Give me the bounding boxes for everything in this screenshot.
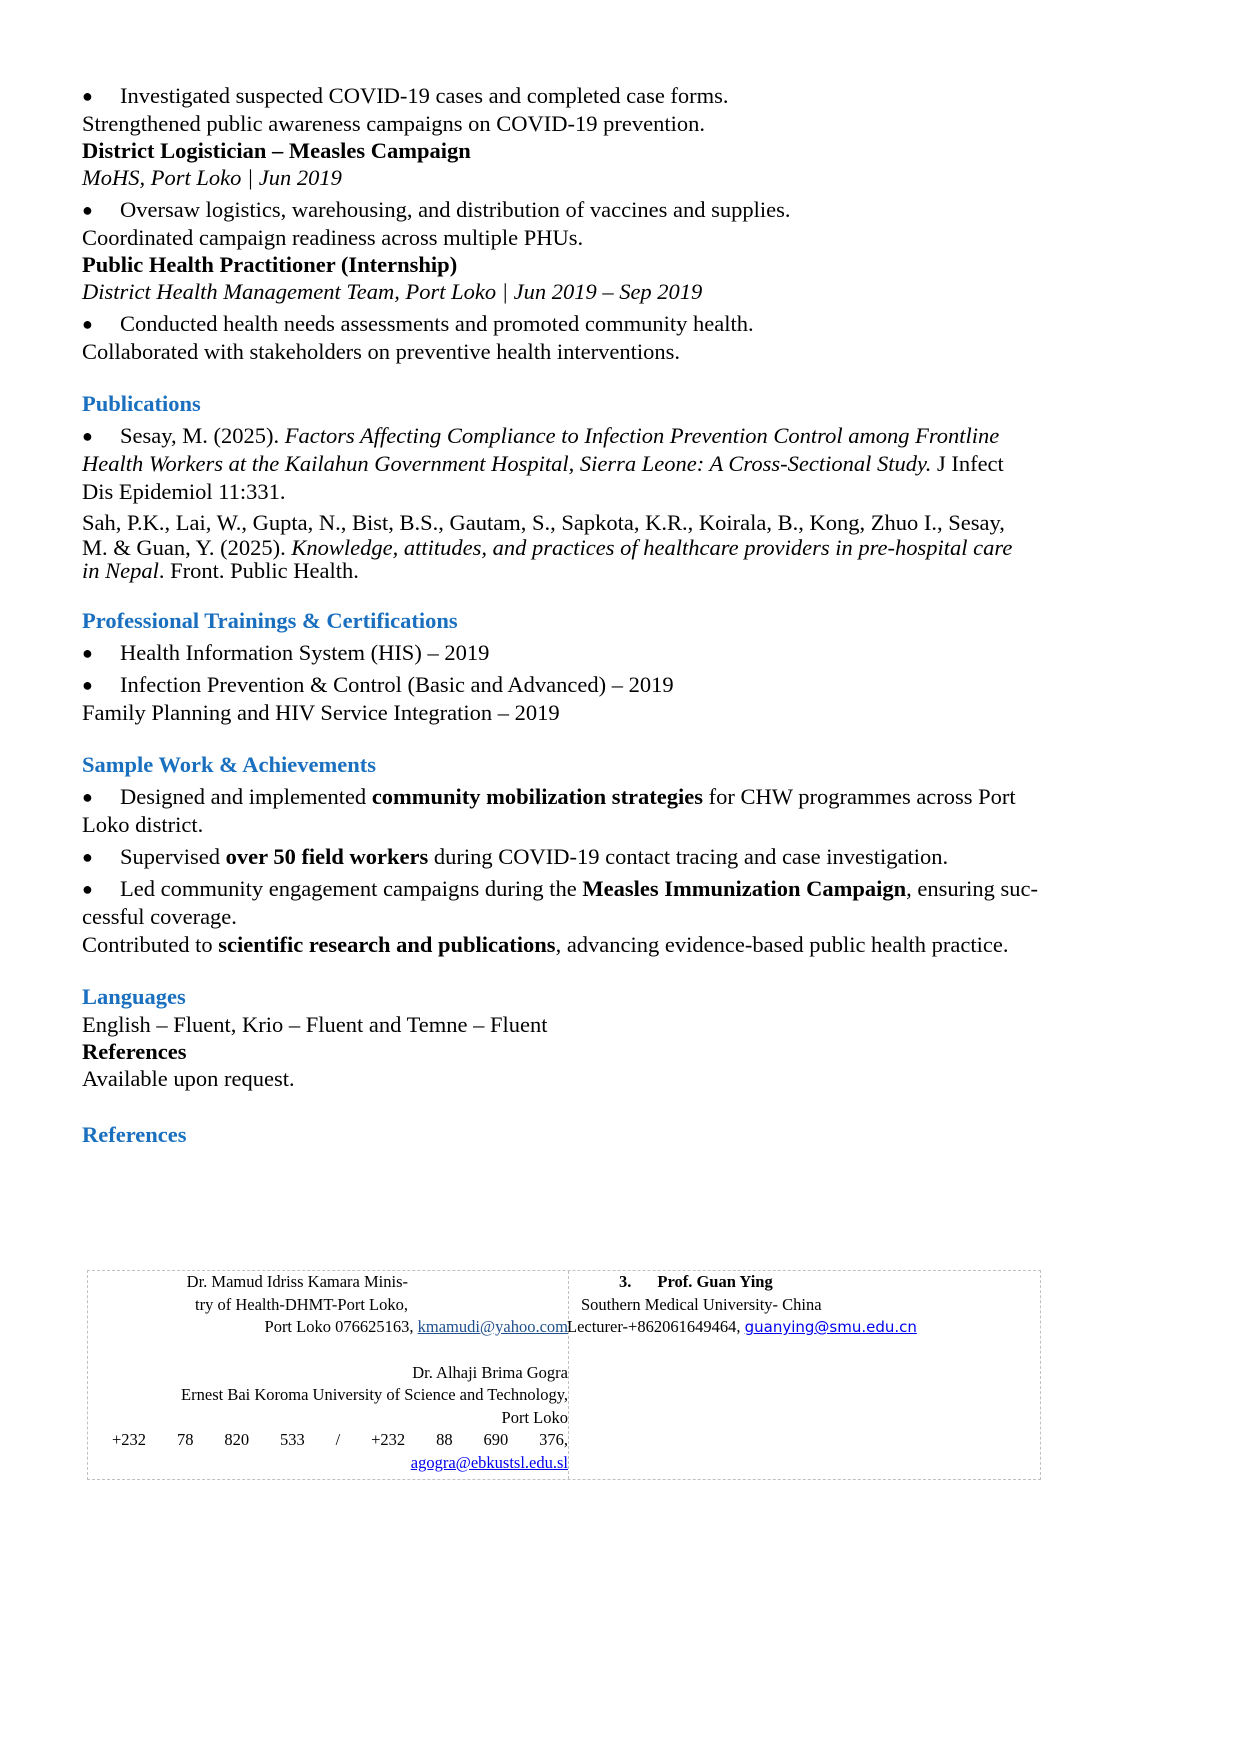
ref2-city: Port Loko [501, 1407, 568, 1427]
bullet-icon: ● [82, 675, 93, 695]
bullet-icon: ● [82, 200, 93, 220]
achievement-text: Supervised [120, 844, 226, 869]
bullet-text: Conducted health needs assessments and promoted community health. [120, 311, 754, 336]
achievement-bold: scientific research and publications [218, 932, 556, 957]
achievement-text: Contributed to [82, 932, 219, 957]
phone-part: 820 [224, 1430, 250, 1449]
achievement-bold: Measles Immunization Campaign [582, 876, 907, 901]
ref1-line: Dr. Mamud Idriss Kamara Minis- [186, 1272, 408, 1291]
ref2-name: Dr. Alhaji Brima Gogra [412, 1362, 568, 1382]
references-column-left [88, 1271, 569, 1479]
ref2-org: Ernest Bai Koroma University of Science and Technology, [181, 1385, 568, 1404]
ref3-name: Prof. Guan Ying [657, 1272, 773, 1291]
training-line: Family Planning and HIV Service Integration – 2019 [82, 700, 560, 725]
ref1-phone: Port Loko 076625163, [264, 1317, 418, 1336]
ref3-phone: Lecturer-+862061649464, [567, 1317, 745, 1336]
text-line: Coordinated campaign readiness across multiple PHUs. [82, 225, 584, 250]
training-item [82, 639, 1162, 667]
references-table [87, 1270, 1041, 1480]
achievement-text: during COVID-19 contact tracing and case investigation. [428, 844, 949, 869]
phone-part: 690 [483, 1430, 509, 1449]
pub-authors: M. & Guan, Y. (2025). [82, 535, 292, 560]
achievement-text: for CHW programmes across Port [703, 784, 1016, 809]
references-inline-text: Available upon request. [82, 1066, 295, 1091]
publication-item [82, 422, 1162, 450]
ref1-line: try of Health-DHMT-Port Loko, [195, 1294, 408, 1314]
bullet-icon: ● [82, 643, 93, 663]
job-org: District Health Management Team, Port Loko | Jun 2019 – Sep 2019 [82, 279, 703, 304]
bullet-item [82, 82, 1162, 110]
achievement-text: Designed and implemented [120, 784, 372, 809]
bullet-item [82, 310, 1162, 338]
phone-part: +232 [112, 1430, 147, 1449]
job-org: MoHS, Port Loko | Jun 2019 [82, 165, 342, 190]
ref3-contact [567, 1316, 1019, 1339]
achievement-text: Led community engagement campaigns during the [120, 876, 583, 901]
ref2-phones [88, 1429, 568, 1452]
ref3-email-link[interactable]: guanying@smu.edu.cn [744, 1318, 917, 1336]
languages-text: English – Fluent, Krio – Fluent and Temne – Fluent [82, 1012, 548, 1037]
achievement-bold: over 50 field workers [225, 844, 429, 869]
pub-journal: . Front. Public Health. [158, 558, 359, 583]
achievement-item [82, 875, 1162, 903]
references-column-right [569, 1271, 1019, 1339]
publication-line: Sah, P.K., Lai, W., Gupta, N., Bist, B.S., Gautam, S., Sapkota, K.R., Koirala, B., Kong, Zhuo I., Sesay, [82, 510, 1005, 535]
bullet-icon: ● [82, 426, 93, 446]
bullet-icon: ● [82, 847, 93, 867]
phone-part: 376, [539, 1430, 568, 1449]
publication-line: Dis Epidemiol 11:331. [82, 479, 286, 504]
job-title: Public Health Practitioner (Internship) [82, 252, 458, 277]
bullet-icon: ● [82, 879, 93, 899]
achievement-bold: community mobilization strategies [371, 784, 704, 809]
text-line: Collaborated with stakeholders on preventive health interventions. [82, 339, 680, 364]
ref3-org: Southern Medical University- China [581, 1294, 822, 1314]
bullet-icon: ● [82, 314, 93, 334]
bullet-item [82, 196, 1162, 224]
job-title: District Logistician – Measles Campaign [82, 138, 471, 163]
bullet-icon: ● [82, 787, 93, 807]
section-heading-publications: Publications [82, 391, 201, 416]
bullet-text: Investigated suspected COVID-19 cases and completed case forms. [120, 83, 729, 108]
achievement-item [82, 843, 1162, 871]
section-heading-references: References [82, 1122, 187, 1147]
phone-part: +232 [371, 1430, 406, 1449]
training-item [82, 671, 1162, 699]
achievement-text: , advancing evidence-based public health practice. [555, 932, 1009, 957]
pub-journal: J Infect [931, 451, 1004, 476]
achievement-line [82, 931, 1162, 959]
ref1-email-link[interactable]: kmamudi@yahoo.com [417, 1317, 568, 1336]
ref1-contact [88, 1316, 568, 1339]
achievement-item [82, 783, 1162, 811]
pub-authors: Sesay, M. (2025). [120, 423, 285, 448]
achievement-line: Loko district. [82, 812, 204, 837]
bullet-icon: ● [82, 86, 93, 106]
publication-line [82, 536, 1162, 559]
ref2-email-link[interactable]: agogra@ebkustsl.edu.sl [410, 1452, 568, 1472]
section-heading-languages: Languages [82, 984, 186, 1009]
phone-part: 88 [436, 1430, 453, 1449]
phone-part: 533 [279, 1430, 305, 1449]
pub-title: Factors Affecting Compliance to Infection Prevention Control among Frontline [284, 423, 1000, 448]
pub-title: in Nepal [82, 558, 159, 583]
references-inline-heading: References [82, 1039, 187, 1064]
ref3-heading [569, 1271, 1019, 1294]
training-text: Health Information System (HIS) – 2019 [120, 640, 490, 665]
training-text: Infection Prevention & Control (Basic and Advanced) – 2019 [120, 672, 674, 697]
publication-line [82, 559, 1162, 583]
pub-title: Knowledge, attitudes, and practices of healthcare providers in pre-hospital care [291, 535, 1013, 560]
achievement-text: , ensuring suc- [906, 876, 1038, 901]
section-heading-trainings: Professional Trainings & Certifications [82, 608, 458, 633]
resume-page [82, 82, 1162, 1149]
phone-part: 78 [176, 1430, 194, 1449]
ref3-number: 3. [619, 1272, 632, 1291]
pub-title: Health Workers at the Kailahun Government Hospital, Sierra Leone: A Cross-Sectional Study. [82, 451, 932, 476]
section-heading-achievements: Sample Work & Achievements [82, 752, 376, 777]
publication-line [82, 450, 1162, 478]
achievement-line: cessful coverage. [82, 904, 237, 929]
bullet-text: Oversaw logistics, warehousing, and distribution of vaccines and supplies. [120, 197, 791, 222]
phone-part: / [335, 1430, 341, 1449]
text-line: Strengthened public awareness campaigns on COVID-19 prevention. [82, 111, 705, 136]
